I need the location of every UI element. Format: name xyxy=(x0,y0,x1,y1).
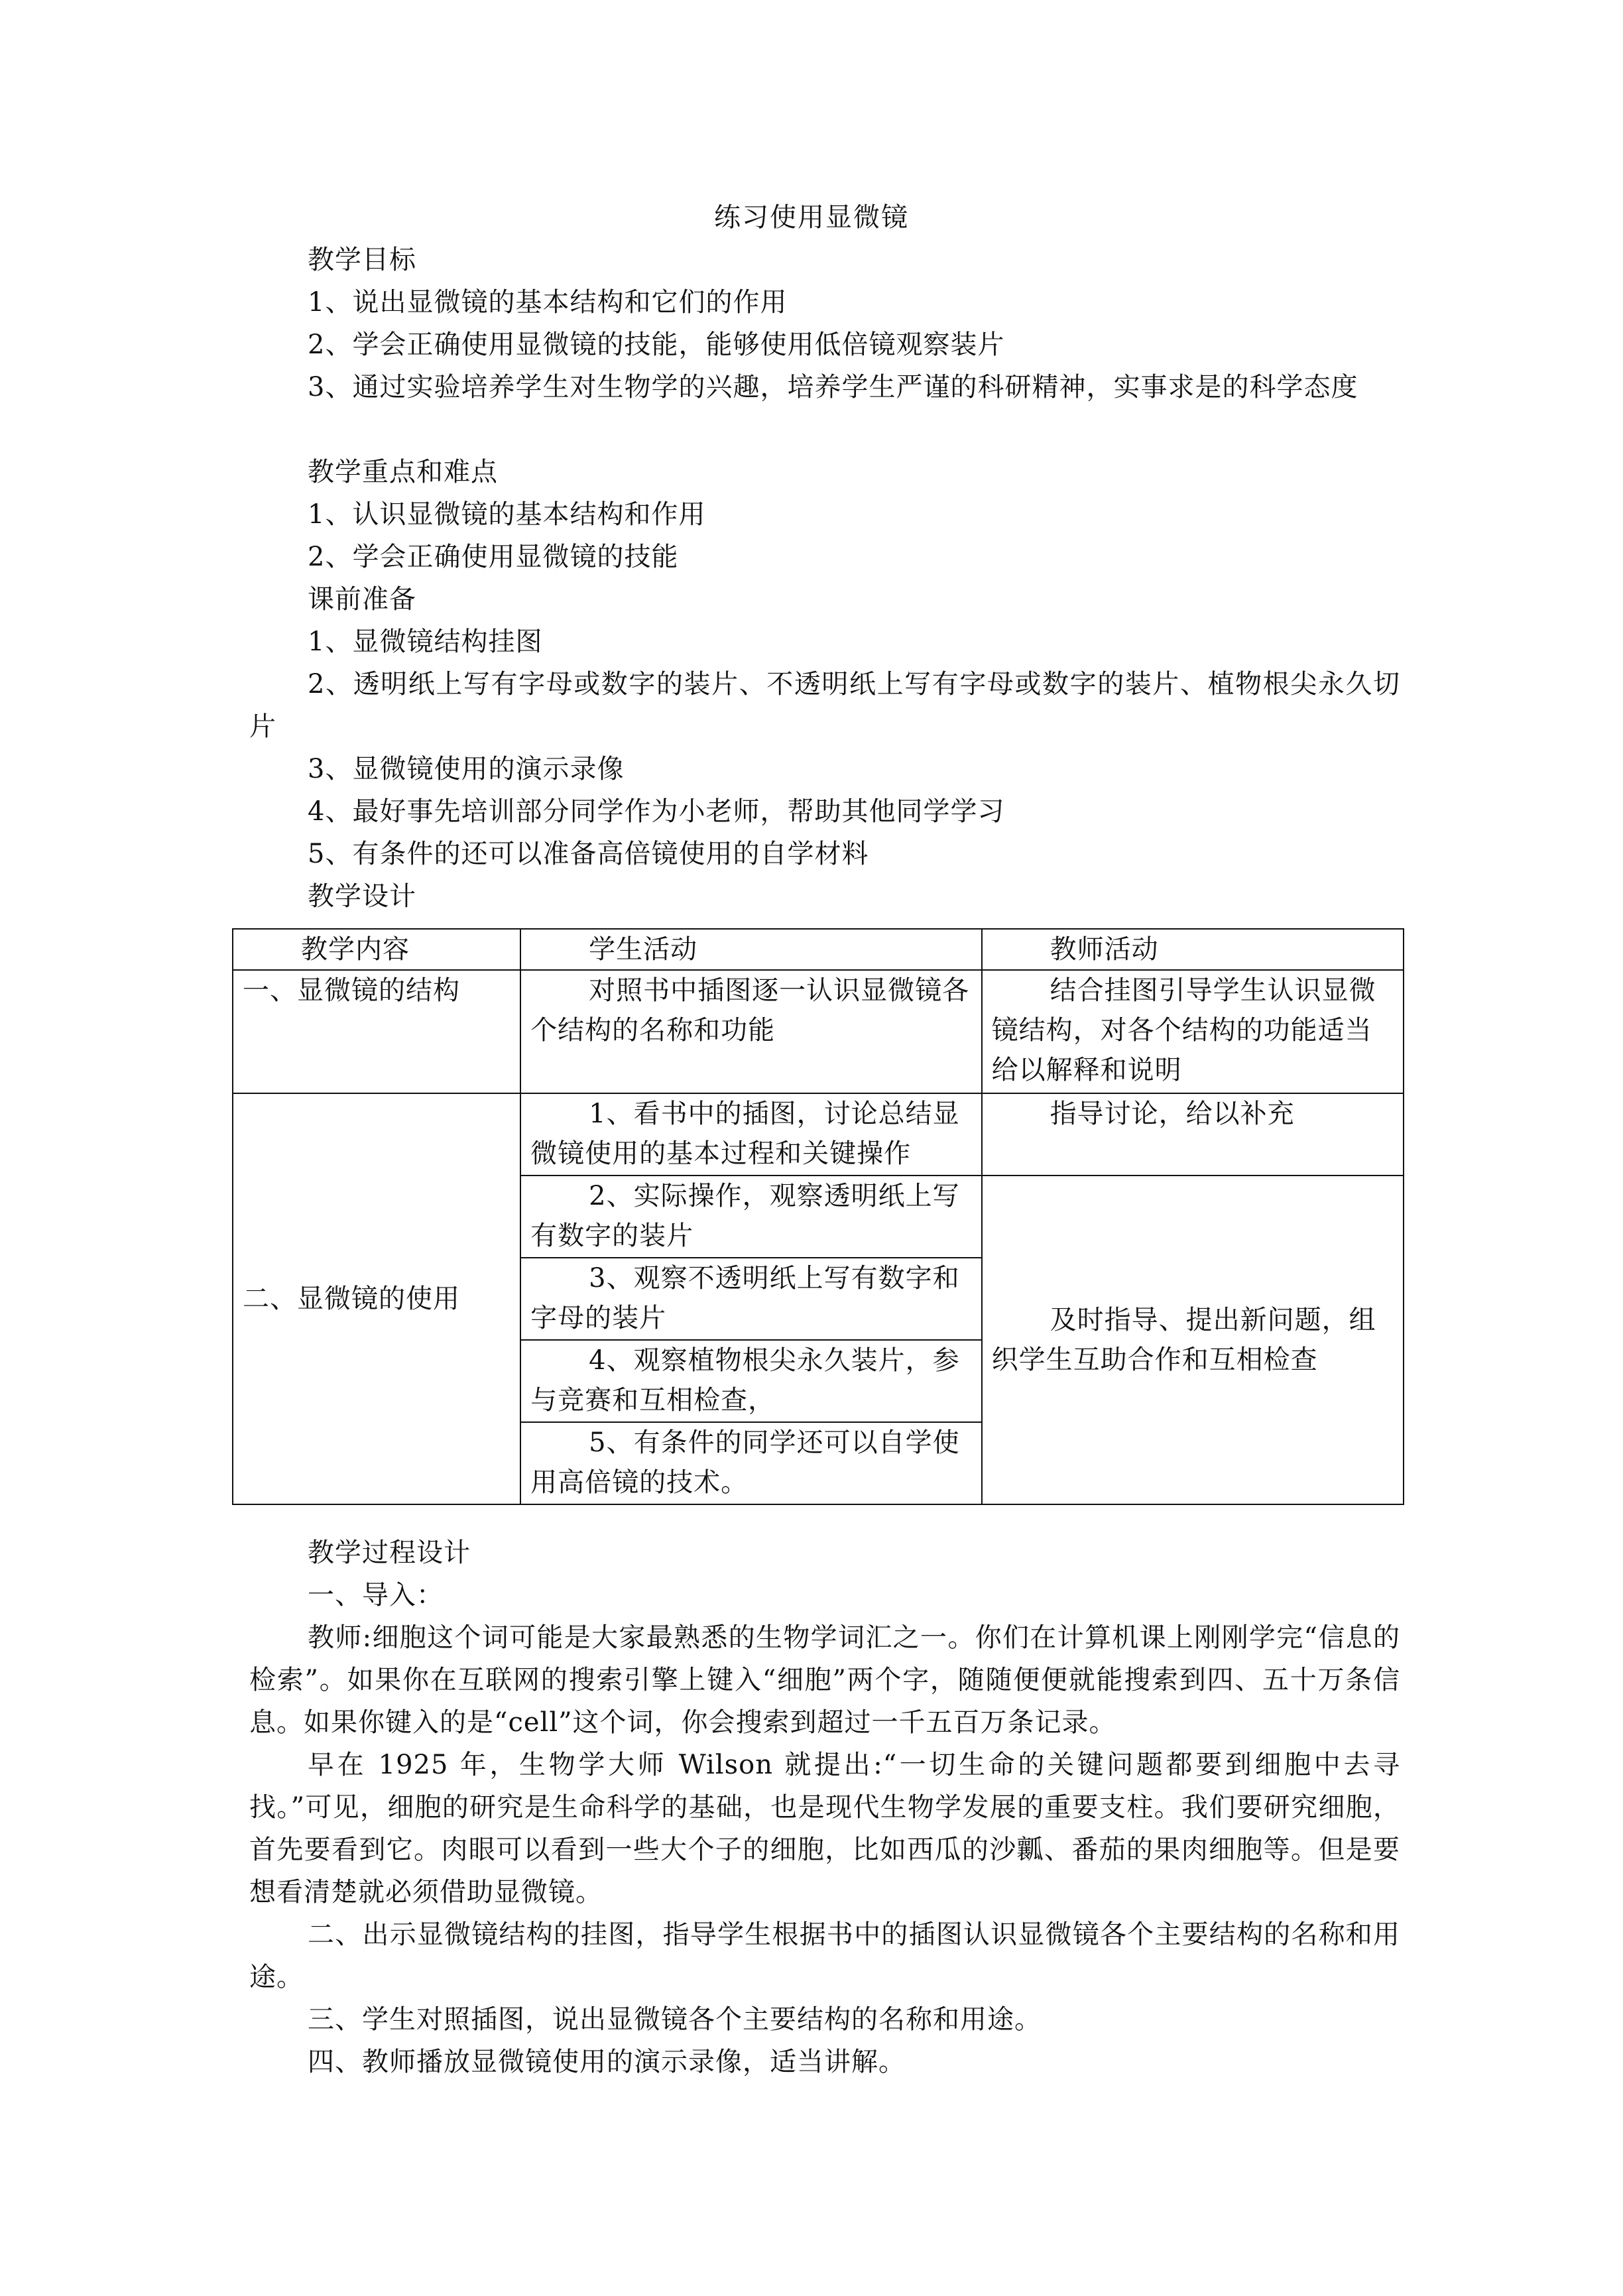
preparation-heading: 课前准备 xyxy=(308,584,416,615)
preparation-item: 3、显微镜使用的演示录像 xyxy=(308,754,625,784)
process-paragraph: 四、教师播放显微镜使用的演示录像，适当讲解。 xyxy=(308,2047,906,2077)
process-heading: 教学过程设计 xyxy=(308,1538,471,1568)
process-paragraph: 三、学生对照插图，说出显微镜各个主要结构的名称和用途。 xyxy=(308,2004,1042,2035)
header-cell-teacher: 教师活动 xyxy=(982,929,1404,970)
process-paragraph: 二、出示显微镜结构的挂图，指导学生根据书中的插图认识显微镜各个主要结构的名称和用途。 xyxy=(249,1919,1400,1992)
row-content-cell: 二、显微镜的使用 xyxy=(233,1093,520,1504)
teaching-design-table xyxy=(232,928,1404,1505)
row-teacher-cell: 结合挂图引导学生认识显微镜结构，对各个结构的功能适当给以解释和说明 xyxy=(982,970,1404,1093)
preparation-item: 1、显微镜结构挂图 xyxy=(308,627,543,657)
process-paragraph: 教师:细胞这个词可能是大家最熟悉的生物学词汇之一。你们在计算机课上刚刚学完“信息的检索”。如果你在互联网的搜索引擎上键入“细胞”两个字，随随便便就能搜索到四、五十万条信息。如果你键入的是“cell”这个词，你会搜索到超过一千五百万条记录。 xyxy=(249,1622,1400,1738)
header-cell-content: 教学内容 xyxy=(233,929,520,970)
row-student-cell: 5、有条件的同学还可以自学使用高倍镜的技术。 xyxy=(520,1422,981,1504)
objectives-heading: 教学目标 xyxy=(308,245,416,275)
key-points-heading: 教学重点和难点 xyxy=(308,457,498,487)
process-paragraph: 早在 1925 年，生物学大师 Wilson 就提出:“一切生命的关键问题都要到细胞中去寻找。”可见，细胞的研究是生命科学的基础，也是现代生物学发展的重要支柱。我们要研究细胞，首先要看到它。肉眼可以看到一些大个子的细胞，比如西瓜的沙瓤、番茄的果肉细胞等。但是要想看清楚就必须借助显微镜。 xyxy=(249,1750,1400,1907)
preparation-item: 4、最好事先培训部分同学作为小老师，帮助其他同学学习 xyxy=(308,796,1005,827)
preparation-item: 2、透明纸上写有字母或数字的装片、不透明纸上写有字母或数字的装片、植物根尖永久切片 xyxy=(249,669,1400,742)
table-row xyxy=(233,1093,1404,1176)
row-student-cell: 2、实际操作，观察透明纸上写有数字的装片 xyxy=(520,1176,981,1258)
row-student-cell: 3、观察不透明纸上写有数字和字母的装片 xyxy=(520,1258,981,1340)
row-student-cell: 对照书中插图逐一认识显微镜各个结构的名称和功能 xyxy=(520,970,981,1093)
row-teacher-cell: 及时指导、提出新问题，组织学生互助合作和互相检查 xyxy=(982,1176,1404,1504)
table-header-row xyxy=(233,929,1404,970)
row-student-cell: 1、看书中的插图，讨论总结显微镜使用的基本过程和关键操作 xyxy=(520,1093,981,1176)
preparation-item: 5、有条件的还可以准备高倍镜使用的自学材料 xyxy=(308,839,869,869)
objective-item: 1、说出显微镜的基本结构和它们的作用 xyxy=(308,287,788,318)
objective-item: 3、通过实验培养学生对生物学的兴趣，培养学生严谨的科研精神，实事求是的科学态度 xyxy=(308,372,1358,402)
row-content-cell: 一、显微镜的结构 xyxy=(233,970,520,1093)
objective-item: 2、学会正确使用显微镜的技能，能够使用低倍镜观察装片 xyxy=(308,330,1005,360)
row-teacher-cell: 指导讨论，给以补充 xyxy=(982,1093,1404,1176)
key-point-item: 2、学会正确使用显微镜的技能 xyxy=(308,542,679,572)
row-student-cell: 4、观察植物根尖永久装片，参与竞赛和互相检查， xyxy=(520,1340,981,1422)
intro-heading: 一、导入： xyxy=(308,1580,444,1610)
key-point-item: 1、认识显微镜的基本结构和作用 xyxy=(308,499,706,530)
page-title: 练习使用显微镜 xyxy=(714,202,909,233)
table-row xyxy=(233,970,1404,1093)
design-heading: 教学设计 xyxy=(308,881,416,912)
header-cell-student: 学生活动 xyxy=(520,929,981,970)
